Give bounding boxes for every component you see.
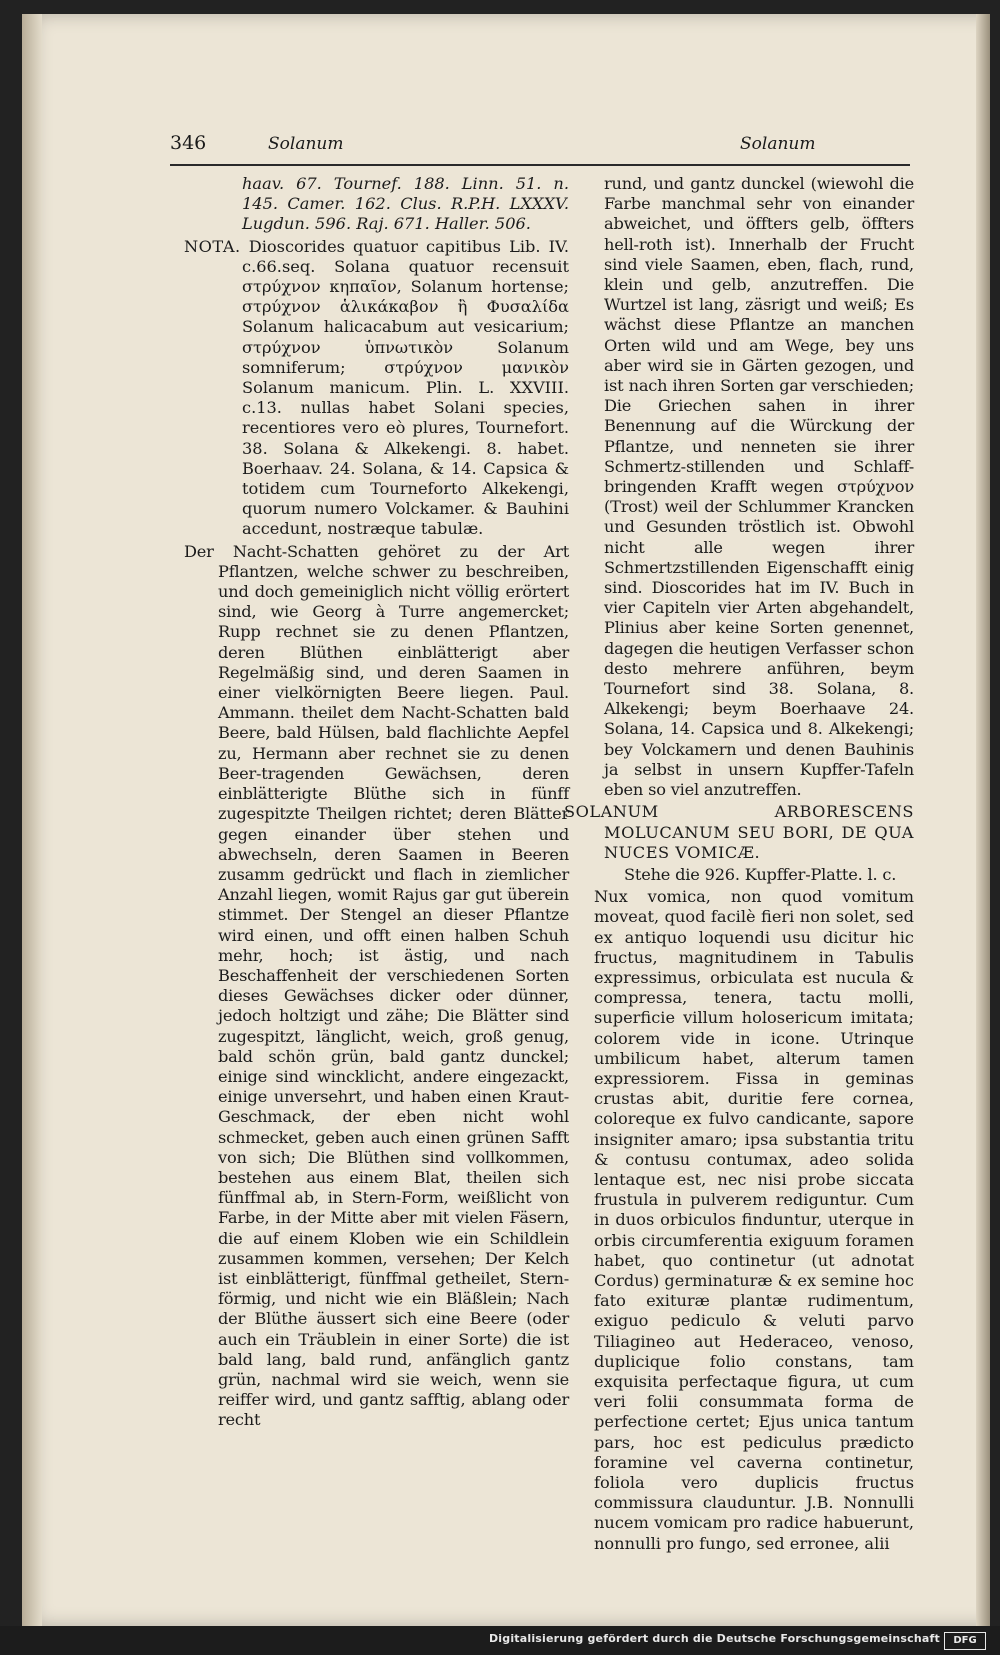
nota-label: NOTA. <box>184 236 241 256</box>
reference-continued: haav. 67. Tournef. 188. Linn. 51. n. 145. Camer. 162. Clus. R.P.H. LXXXV. Lugdun. 596. Raj. 671. Haller. 506. <box>242 174 569 234</box>
book-page <box>22 14 990 1626</box>
entry-heading: SOLANUM ARBORESCENS MOLUCANUM SEU BORI, DE QUA NUCES VOMICÆ. <box>564 802 914 862</box>
right-column <box>564 174 914 1556</box>
nota-paragraph <box>184 237 569 540</box>
page-number: 346 <box>170 132 207 154</box>
binding-edge <box>22 14 42 1626</box>
page-header <box>170 132 910 162</box>
dfg-logo: DFG <box>944 1632 986 1650</box>
running-head-left: Solanum <box>268 134 344 154</box>
left-column <box>184 174 569 1433</box>
german-continued: rund, und gantz dunckel (wiewohl die Farbe manchmal sehr von einander abweichet, und öffters gelb, öffters hell-roth ist). Innerhalb der Frucht sind viele Saamen, eben, flach, rund, klein und gelb, anzutreffen. Die Wurtzel ist lang, zäsrigt und weiß; Es wächst diese Pflantze an manchen Orten wild und am Wege, bey uns aber wird sie in Gärten gezogen, und ist nach ihren Sorten gar verschieden; Die Griechen sahen in ihrer Benennung auf die Würckung der Pflantze, und nenneten sie ihrer Schmertz-stillenden und Schlaff-bringenden Krafft wegen στρύχνον (Trost) weil der Schlummer Krancken und Gesunden tröstlich ist. Obwohl nicht alle wegen ihrer Schmertzstillenden Eigenschafft einig sind. Dioscorides hat im IV. Buch in vier Capiteln vier Arten abgehandelt, Plinius aber keine Sorten genennet, dagegen die heutigen Verfasser schon desto mehrere anführen, beym Tournefort sind 38. Solana, 8. Alkekengi; beym Boerhaave 24. Solana, 14. Capsica und 8. Alkekengi; bey Volckamern und denen Bauhinis ja selbst in unsern Kupffer-Tafeln eben so viel anzutreffen. <box>604 174 914 800</box>
page-edge <box>976 14 990 1626</box>
german-description: Der Nacht-Schatten gehöret zu der Art Pflantzen, welche schwer zu beschreiben, und doch gemeiniglich nicht völlig erörtert sind, wie Georg à Turre angemercket; Rupp rechnet sie zu denen Pflantzen, deren Blüthen einblätterigt aber Regelmäßig sind, und deren Saamen in einer vielkörnigten Beere liegen. Paul. Ammann. theilet dem Nacht-Schatten bald Beere, bald Hülsen, bald flachlichte Aepfel zu, Hermann aber rechnet sie zu denen Beer-tragenden Gewächsen, deren einblätterigte Blüthe sich in fünff zugespitzte Theilgen richtet; deren Blätter gegen einander über stehen und abwechseln, deren Saamen in Beeren zusamm gedrückt und flach in ziemlicher Anzahl liegen, womit Rajus gar gut überein stimmet. Der Stengel an dieser Pflantze wird einen, und offt einen halben Schuh mehr, hoch; ist ästig, und nach Beschaffenheit der verschiedenen Sorten dieses Gewächses dicker oder dünner, jedoch holtzigt und zähe; Die Blätter sind zugespitzt, länglicht, weich, groß genug, bald schön grün, bald gantz dunckel; einige sind wincklicht, andere eingezackt, einige unversehrt, und haben einen Kraut-Geschmack, der eben nicht wohl schmecket, geben auch einen grünen Safft von sich; Die Blüthen sind vollkommen, bestehen aus einem Blat, theilen sich fünffmal ab, in Stern-Form, weißlicht von Farbe, in der Mitte aber mit vielen Fäsern, die auf einem Kloben wie ein Schildlein zusammen kommen, versehen; Der Kelch ist einblätterigt, fünffmal getheilet, Stern-förmig, und nicht wie ein Bläßlein; Nach der Blüthe äussert sich eine Beere (oder auch ein Träublein in einer Sorte) die ist bald lang, bald rund, anfänglich gantz grün, nachmal wird sie weich, wenn sie reiffer wird, und gantz safftig, ablang oder recht <box>184 541 569 1430</box>
entry-plate-reference: Stehe die 926. Kupffer-Platte. l. c. <box>624 864 897 884</box>
running-head-right: Solanum <box>740 134 816 154</box>
header-rule <box>170 164 910 166</box>
nux-vomica-text: Nux vomica, non quod vomitum moveat, quod facilè fieri non solet, sed ex antiquo loquendi usu dicitur hic fructus, magnitudinem in Tabulis expressimus, orbiculata est nucula & compressa, tenera, tactu molli, superficie villum holosericum imitata; colorem vide in icone. Utrinque umbilicum habet, alterum tamen expressiorem. Fissa in geminas crustas abit, duritie fere cornea, coloreque ex fulvo candicante, sapore insigniter amaro; ipsa substantia tritu & contusu contumax, adeo solida lentaque est, nec nisi probe siccata frustula in pulverem rediguntur. Cum in duos orbiculos finduntur, uterque in orbis circumferentia exiguum foramen habet, quo continetur (ut adnotat Cordus) germinaturæ & ex semine hoc fato exituræ plantæ rudimentum, exiguo pediculo & veluti parvo Tiliagineo aut Hederaceo, venoso, duplicique folio constans, tam exquisita perfectaque figura, ut cum veri folii consummata forma de perfectione certet; Ejus unica tantum pars, hoc est pediculus prædicto foramine vel caverna continetur, foliola vero duplicis fructus commissura clauduntur. J.B. Nonnulli nucem vomicam pro radice habuerunt, nonnulli pro fungo, sed erronee, alii <box>594 887 914 1553</box>
digitization-credit: Digitalisierung gefördert durch die Deutsche Forschungsgemeinschaft <box>488 1632 940 1645</box>
nota-text: Dioscorides quatuor capitibus Lib. IV. c.66.seq. Solana quatuor recensuit στρύχνον κηπαῖον, Solanum hortense; στρύχνον ἁλικάκαβον ἢ Φυσαλίδα Solanum halicacabum aut vesicarium; στρύχνον ὑπνωτικὸν Solanum somniferum; στρύχνον μανικὸν Solanum manicum. Plin. L. XXVIII. c.13. nullas habet Solani species, recentiores vero eò plures, Tournefort. 38. Solana & Alkekengi. 8. habet. Boerhaav. 24. Solana, & 14. Capsica & totidem cum Tourneforto Alkekengi, quorum numero Volckamer. & Bauhini accedunt, nostræque tabulæ. <box>242 236 569 539</box>
footer-bar <box>0 1626 1000 1655</box>
